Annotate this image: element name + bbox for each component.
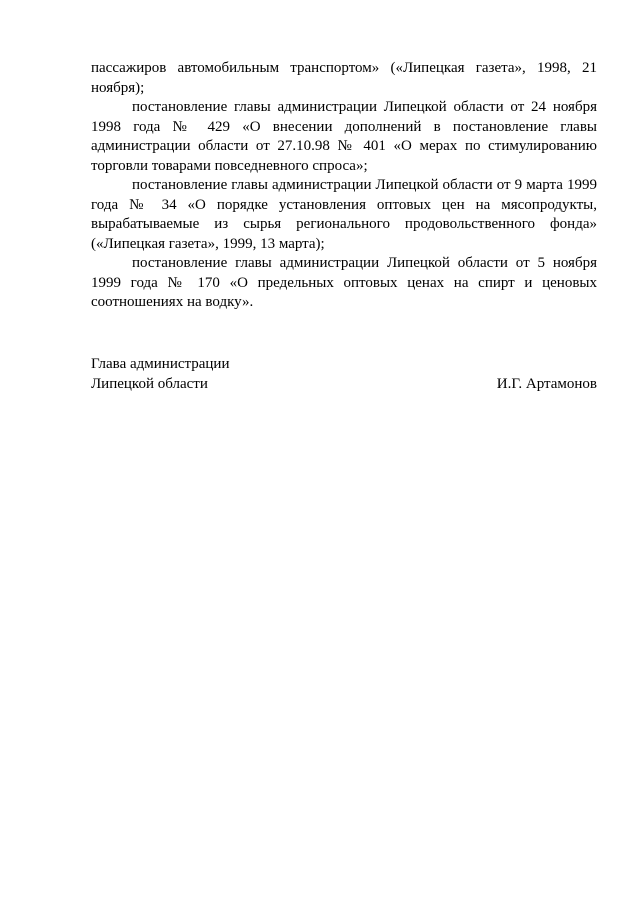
paragraph-resolution-170: постановление главы администрации Липецкой области от 5 ноября 1999 года № 170 «О предельных оптовых ценах на спирт и ценовых соотношениях на водку».: [91, 255, 597, 310]
signature-block: [91, 355, 597, 394]
signature-title-line2: Липецкой области: [91, 375, 208, 392]
document-body: [91, 59, 597, 313]
signatory-name: И.Г. Артамонов: [496, 375, 597, 392]
paragraph-resolution-34: постановление главы администрации Липецкой области от 9 марта 1999 года № 34 «О порядке установления оптовых цен на мясопродукты, вырабатываемые из сырья регионального продовольственного фонда» («Липецкая газета», 1999, 13 марта);: [91, 177, 597, 252]
paragraph-resolution-429: постановление главы администрации Липецкой области от 24 ноября 1998 года № 429 «О внесении дополнений в постановление главы администрации области от 27.10.98 № 401 «О мерах по стимулированию торговли товарами повседневного спроса»;: [91, 99, 597, 174]
signature-title-line1: Глава администрации: [91, 356, 230, 372]
paragraph-continuation: пассажиров автомобильным транспортом» («Липецкая газета», 1998, 21 ноября);: [91, 60, 597, 96]
signature-row: [91, 375, 597, 395]
